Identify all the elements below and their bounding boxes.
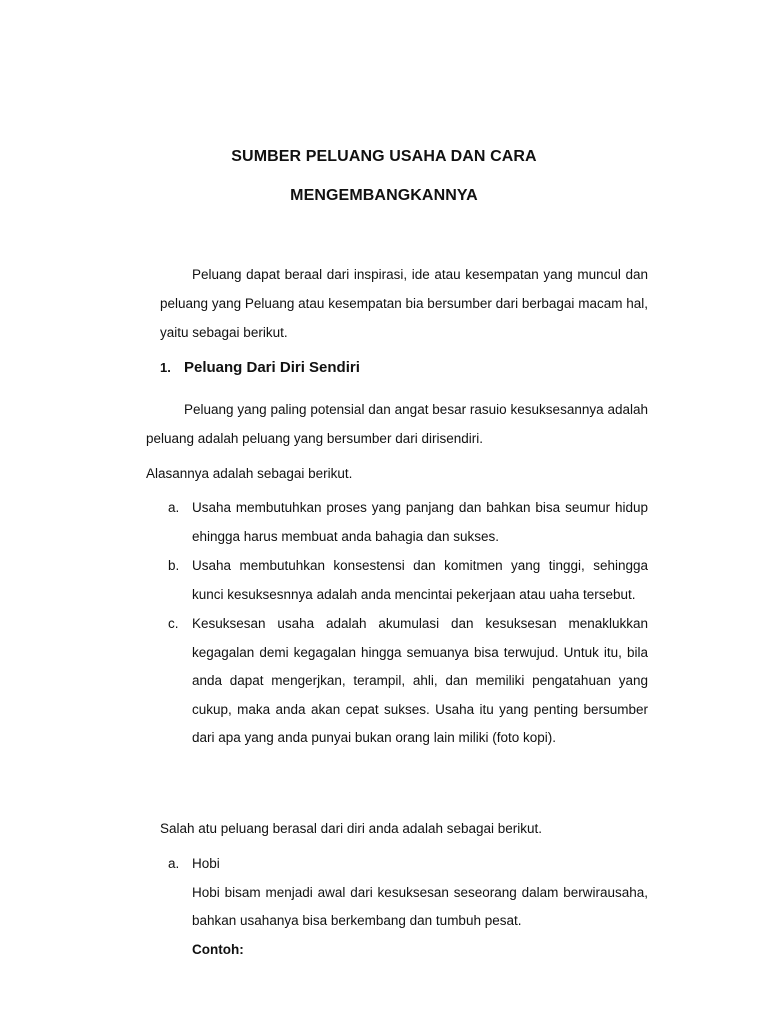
example-label: Contoh: <box>192 941 244 957</box>
list-item-text: Usaha membutuhkan konsestensi dan komitmen yang tinggi, sehingga kunci kesuksesnnya adalah anda mencintai pekerjaan atau uaha tersebut. <box>192 558 648 602</box>
list-item <box>168 610 648 753</box>
document-title-line-1: SUMBER PELUANG USAHA DAN CARA <box>231 148 537 165</box>
list-item <box>168 494 648 551</box>
sources-list <box>168 850 648 964</box>
sources-intro: Salah atu peluang berasal dari diri anda adalah sebagai berikut. <box>160 821 543 836</box>
list-marker: a. <box>168 856 180 871</box>
section-number: 1. <box>160 360 171 375</box>
list-item-content <box>192 850 648 964</box>
source-body: Hobi bisam menjadi awal dari kesuksesan seseorang dalam berwirausaha, bahkan usahanya bisa berkembang dan tumbuh pesat. <box>192 884 648 928</box>
list-item <box>168 552 648 609</box>
document-title-line-2: MENGEMBANGKANNYA <box>290 187 478 204</box>
intro-paragraph: Peluang dapat beraal dari inspirasi, ide atau kesempatan yang muncul dan peluang yang Peluang atau kesempatan bia bersumber dari berbagai macam hal, yaitu sebagai berikut. <box>160 267 648 340</box>
section-title: Peluang Dari Diri Sendiri <box>184 359 360 376</box>
list-marker: b. <box>168 558 180 573</box>
section-paragraph: Peluang yang paling potensial dan angat besar rasuio kesuksesannya adalah peluang adalah peluang yang bersumber dari dirisendiri. <box>146 402 648 446</box>
list-item-text: Kesuksesan usaha adalah akumulasi dan kesuksesan menaklukkan kegagalan demi kegagalan hingga semuanya bisa terwujud. Untuk itu, bila anda dapat mengerjkan, terampil, ahli, dan memiliki pengatahuan yang cukup, maka anda akan cepat sukses. Usaha itu yang penting bersumber dari apa yang anda punyai bukan orang lain miliki (foto kopi). <box>192 616 648 745</box>
section-heading <box>160 359 360 376</box>
list-marker: a. <box>168 500 180 515</box>
reasons-list <box>168 494 648 754</box>
list-item-text: Usaha membutuhkan proses yang panjang dan bahkan bisa seumur hidup ehingga harus membuat anda bahagia dan sukses. <box>192 500 648 544</box>
reasons-intro: Alasannya adalah sebagai berikut. <box>146 466 353 481</box>
list-item <box>168 850 648 964</box>
list-marker: c. <box>168 616 179 631</box>
source-title: Hobi <box>192 856 220 871</box>
